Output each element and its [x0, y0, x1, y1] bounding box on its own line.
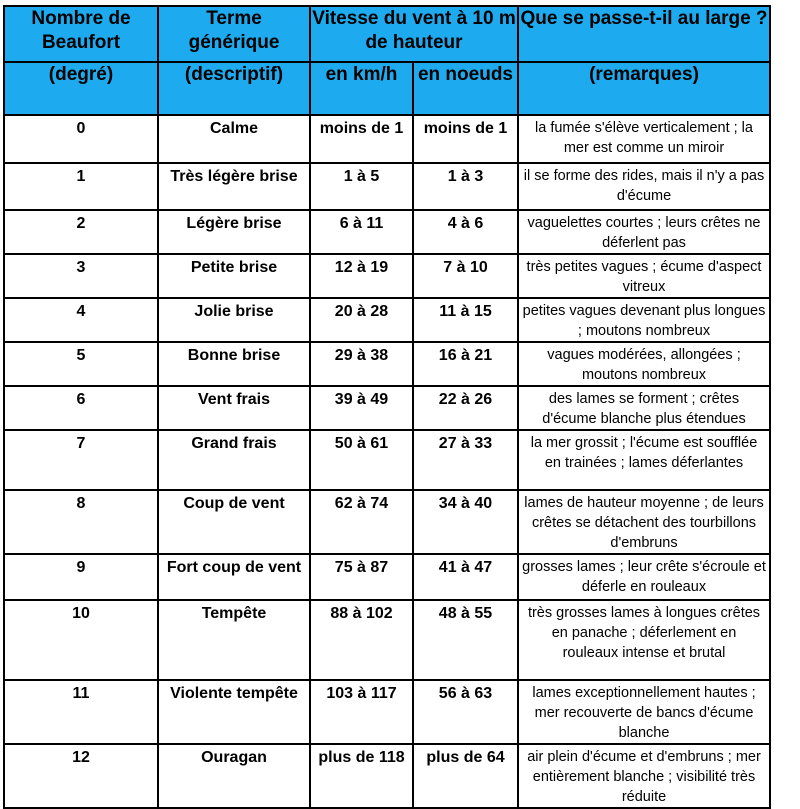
- beaufort-degree-cell: 2: [4, 210, 158, 254]
- header-kmh: en km/h: [310, 62, 413, 115]
- speed-kmh-cell: 50 à 61: [310, 430, 413, 490]
- generic-term-cell: Légère brise: [158, 210, 310, 254]
- generic-term-cell: Violente tempête: [158, 680, 310, 744]
- remark-cell: air plein d'écume et d'embruns ; mer entièrement blanche ; visibilité très réduite: [518, 744, 770, 808]
- header-degree-sub: (degré): [4, 62, 158, 115]
- speed-knots-cell: 11 à 15: [413, 298, 518, 342]
- table-row: [4, 554, 770, 600]
- speed-kmh-cell: 88 à 102: [310, 600, 413, 680]
- speed-knots-cell: 41 à 47: [413, 554, 518, 600]
- beaufort-degree-cell: 10: [4, 600, 158, 680]
- table-row: [4, 386, 770, 430]
- table-row: [4, 115, 770, 163]
- table-row: [4, 254, 770, 298]
- beaufort-degree-cell: 7: [4, 430, 158, 490]
- generic-term-cell: Fort coup de vent: [158, 554, 310, 600]
- remark-cell: lames exceptionnellement hautes ; mer recouverte de bancs d'écume blanche: [518, 680, 770, 744]
- remark-cell: la fumée s'élève verticalement ; la mer est comme un miroir: [518, 115, 770, 163]
- speed-knots-cell: 48 à 55: [413, 600, 518, 680]
- beaufort-degree-cell: 8: [4, 490, 158, 554]
- speed-kmh-cell: 103 à 117: [310, 680, 413, 744]
- generic-term-cell: Bonne brise: [158, 342, 310, 386]
- header-row-1: [4, 6, 770, 62]
- speed-kmh-cell: plus de 118: [310, 744, 413, 808]
- beaufort-scale-table: [3, 5, 771, 809]
- generic-term-cell: Grand frais: [158, 430, 310, 490]
- header-beaufort-degree: Nombre de Beaufort: [4, 6, 158, 62]
- beaufort-degree-cell: 0: [4, 115, 158, 163]
- remark-cell: la mer grossit ; l'écume est soufflée en trainées ; lames déferlantes: [518, 430, 770, 490]
- header-knots: en noeuds: [413, 62, 518, 115]
- header-offshore-remarks: Que se passe-t-il au large ?: [518, 6, 770, 62]
- generic-term-cell: Jolie brise: [158, 298, 310, 342]
- beaufort-degree-cell: 1: [4, 163, 158, 210]
- beaufort-degree-cell: 4: [4, 298, 158, 342]
- beaufort-degree-cell: 12: [4, 744, 158, 808]
- speed-knots-cell: 4 à 6: [413, 210, 518, 254]
- generic-term-cell: Très légère brise: [158, 163, 310, 210]
- remark-cell: petites vagues devenant plus longues ; moutons nombreux: [518, 298, 770, 342]
- speed-kmh-cell: moins de 1: [310, 115, 413, 163]
- table-row: [4, 744, 770, 808]
- header-wind-speed: Vitesse du vent à 10 m de hauteur: [310, 6, 518, 62]
- header-row-2: [4, 62, 770, 115]
- speed-knots-cell: 7 à 10: [413, 254, 518, 298]
- table-row: [4, 342, 770, 386]
- speed-kmh-cell: 1 à 5: [310, 163, 413, 210]
- beaufort-degree-cell: 11: [4, 680, 158, 744]
- speed-knots-cell: 1 à 3: [413, 163, 518, 210]
- table-row: [4, 430, 770, 490]
- speed-knots-cell: 34 à 40: [413, 490, 518, 554]
- speed-kmh-cell: 12 à 19: [310, 254, 413, 298]
- generic-term-cell: Vent frais: [158, 386, 310, 430]
- beaufort-degree-cell: 6: [4, 386, 158, 430]
- remark-cell: vagues modérées, allongées ; moutons nombreux: [518, 342, 770, 386]
- table-row: [4, 298, 770, 342]
- remark-cell: lames de hauteur moyenne ; de leurs crêtes se détachent des tourbillons d'embruns: [518, 490, 770, 554]
- speed-kmh-cell: 75 à 87: [310, 554, 413, 600]
- speed-knots-cell: 56 à 63: [413, 680, 518, 744]
- beaufort-degree-cell: 9: [4, 554, 158, 600]
- speed-kmh-cell: 39 à 49: [310, 386, 413, 430]
- generic-term-cell: Tempête: [158, 600, 310, 680]
- speed-knots-cell: 16 à 21: [413, 342, 518, 386]
- table-row: [4, 680, 770, 744]
- table-body: [4, 6, 770, 808]
- speed-kmh-cell: 6 à 11: [310, 210, 413, 254]
- beaufort-degree-cell: 5: [4, 342, 158, 386]
- table-row: [4, 210, 770, 254]
- speed-kmh-cell: 29 à 38: [310, 342, 413, 386]
- speed-knots-cell: 27 à 33: [413, 430, 518, 490]
- header-descriptive-sub: (descriptif): [158, 62, 310, 115]
- speed-knots-cell: moins de 1: [413, 115, 518, 163]
- remark-cell: il se forme des rides, mais il n'y a pas d'écume: [518, 163, 770, 210]
- remark-cell: grosses lames ; leur crête s'écroule et déferle en rouleaux: [518, 554, 770, 600]
- remark-cell: très petites vagues ; écume d'aspect vitreux: [518, 254, 770, 298]
- header-remarks-sub: (remarques): [518, 62, 770, 115]
- remark-cell: des lames se forment ; crêtes d'écume blanche plus étendues: [518, 386, 770, 430]
- header-generic-term: Terme générique: [158, 6, 310, 62]
- table-row: [4, 490, 770, 554]
- table-row: [4, 600, 770, 680]
- table-row: [4, 163, 770, 210]
- generic-term-cell: Coup de vent: [158, 490, 310, 554]
- beaufort-degree-cell: 3: [4, 254, 158, 298]
- remark-cell: très grosses lames à longues crêtes en panache ; déferlement en rouleaux intense et brutal: [518, 600, 770, 680]
- generic-term-cell: Calme: [158, 115, 310, 163]
- generic-term-cell: Petite brise: [158, 254, 310, 298]
- speed-kmh-cell: 62 à 74: [310, 490, 413, 554]
- speed-knots-cell: 22 à 26: [413, 386, 518, 430]
- speed-kmh-cell: 20 à 28: [310, 298, 413, 342]
- generic-term-cell: Ouragan: [158, 744, 310, 808]
- remark-cell: vaguelettes courtes ; leurs crêtes ne déferlent pas: [518, 210, 770, 254]
- speed-knots-cell: plus de 64: [413, 744, 518, 808]
